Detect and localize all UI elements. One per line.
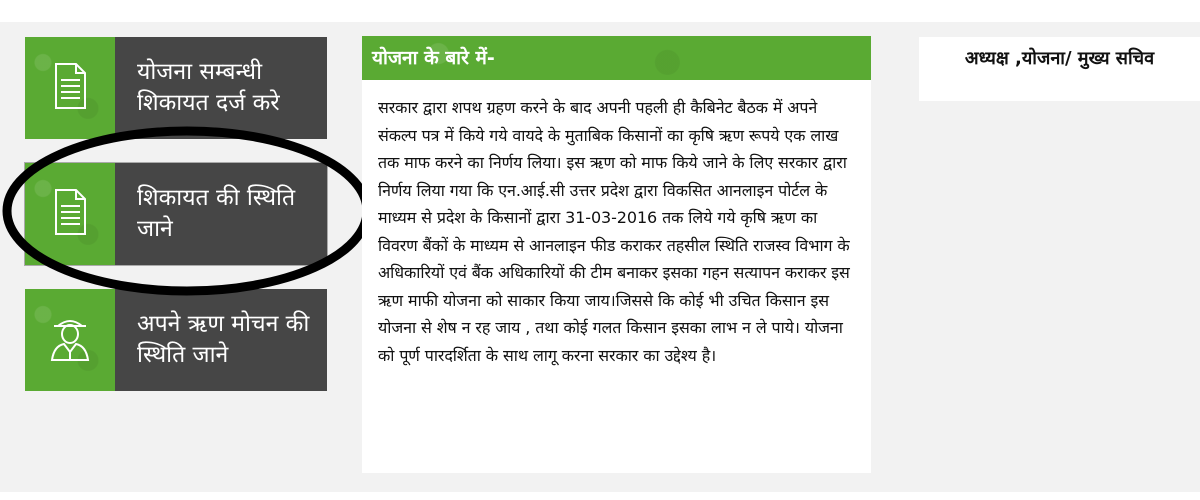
tile-icon-area — [25, 163, 115, 265]
tile-label: योजना सम्बन्धी शिकायत दर्ज करे — [115, 37, 327, 139]
document-icon — [50, 61, 90, 115]
loan-waiver-status-button[interactable] — [25, 289, 327, 391]
complaint-status-button[interactable] — [25, 163, 327, 265]
about-scheme-text: सरकार द्वारा शपथ ग्रहण करने के बाद अपनी पहली ही कैबिनेट बैठक में अपने संकल्प पत्र में किये गये वायदे के मुताबिक किसानों का कृषि ऋण रूपये एक लाख तक माफ करने का निर्णय लिया। इस ऋण को माफ किये जाने के लिए सरकार द्वारा निर्णय लिया गया कि एन.आई.सी उत्तर प्रदेश द्वारा विकसित आनलाइन पोर्टल के माध्यम से प्रदेश के किसानों द्वारा 31-03-2016 तक लिये गये कृषि ऋण का विवरण बैंकों के माध्यम से आनलाइन फीड कराकर तहसील स्थिति राजस्व विभाग के अधिकारियों एवं बैंक अधिकारियों की टीम बनाकर इसका गहन सत्यापन कराकर इस ऋण माफी योजना को साकार किया जाय।जिससे कि कोई भी उचित किसान इस योजना से शेष न रह जाय , तथा कोई गलत किसान इसका लाभ न ले पाये। योजना को पूर्ण पारदर्शिता के साथ लागू करना सरकार का उद्देश्य है। — [378, 98, 850, 365]
tile-icon-area — [25, 289, 115, 391]
about-scheme-panel — [362, 36, 871, 473]
tile-icon-area — [25, 37, 115, 139]
farmer-user-icon — [48, 312, 92, 368]
document-icon — [50, 187, 90, 241]
officials-panel-title: अध्यक्ष ,योजना/ मुख्य सचिव — [919, 37, 1200, 101]
about-scheme-title: योजना के बारे में- — [362, 36, 871, 80]
register-complaint-button[interactable] — [25, 37, 327, 139]
tile-label: अपने ऋण मोचन की स्थिति जाने — [115, 289, 327, 391]
tile-label: शिकायत की स्थिति जाने — [115, 163, 327, 265]
